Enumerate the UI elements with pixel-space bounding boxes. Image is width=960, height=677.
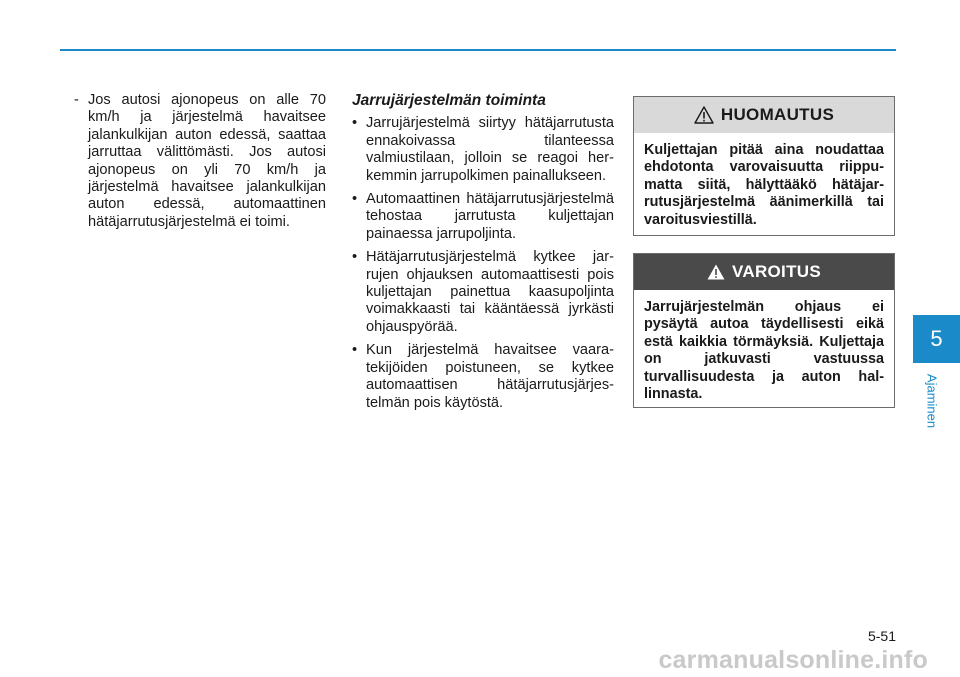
middle-column (352, 92, 614, 418)
dash-list-item (74, 92, 326, 231)
dash-item-text: Jos autosi ajonopeus on alle 70 km/h ja järjestelmä havaitsee jalankulkijan auton edessä, saattaa jarruttaa välittömästi. Jos autosi ajonopeus on yli 70 km/h ja järjestelmä havaitsee jalankulkijan auton edessä, automaattinen hätäjarrutusjärjestelmä ei toimi. (88, 92, 326, 230)
warning-box (633, 253, 895, 408)
left-column (74, 92, 326, 231)
bullet-text: Jarrujärjestelmä siirtyy hätäjarrutusta ennakoivassa tilanteessa valmiustilaan, jolloin se reagoi herkemmin jarrupolkimen painallukseen. (366, 115, 614, 184)
caution-title: HUOMAUTUS (720, 105, 835, 124)
section-title: Jarrujärjestelmän toiminta (352, 92, 546, 109)
chapter-label-text: Ajaminen (924, 373, 940, 429)
bullet-mark: • (352, 249, 358, 266)
warning-title: VAROITUS (732, 262, 821, 281)
bullet-item (352, 191, 614, 243)
chapter-number: 5 (930, 326, 943, 351)
bullet-item (352, 249, 614, 336)
bullet-mark: • (352, 342, 358, 359)
bullet-mark: • (352, 191, 358, 208)
caution-header (634, 97, 894, 133)
bullet-item (352, 115, 614, 185)
chapter-label (920, 370, 944, 432)
bullet-item (352, 342, 614, 412)
watermark: carmanualsonline.info (658, 646, 928, 674)
warning-triangle-outline-icon (694, 106, 714, 124)
bullet-text: Kun järjestelmä havaitsee vaaratekijöiden poistuneen, se kytkee automaattisen hätäjarrutusjärjestelmän pois käytöstä. (366, 342, 614, 411)
dash-mark: - (74, 92, 79, 108)
page-number: 5-51 (867, 628, 896, 644)
warning-header (634, 254, 894, 290)
caution-text: Kuljettajan pitää aina noudattaa ehdotonta varovaisuutta riippumatta siitä, hälyttääkö hätäjarrutusjärjestelmä äänimerkillä tai varoitusviestillä. (644, 142, 884, 228)
warning-triangle-filled-icon (707, 264, 725, 280)
caution-box (633, 96, 895, 236)
bullet-text: Automaattinen hätäjarrutusjärjestelmä tehostaa jarrutusta kuljettajan painaessa jarrupoljinta. (366, 191, 614, 242)
bullet-mark: • (352, 115, 358, 132)
bullet-text: Hätäjarrutusjärjestelmä kytkee jarrujen ohjauksen automaattisesti pois kuljettajan painettua kaasupoljinta voimakkaasti tai kääntäessä jyrkästi ohjauspyörää. (366, 249, 614, 335)
header-rule (60, 49, 896, 51)
chapter-tab[interactable] (913, 315, 960, 363)
warning-text: Jarrujärjestelmän ohjaus ei pysäytä autoa täydellisesti eikä estä kaikkia törmäyksiä. Kuljettaja on jatkuvasti vastuussa turvallisuudesta ja auton hallinnasta. (644, 299, 884, 403)
